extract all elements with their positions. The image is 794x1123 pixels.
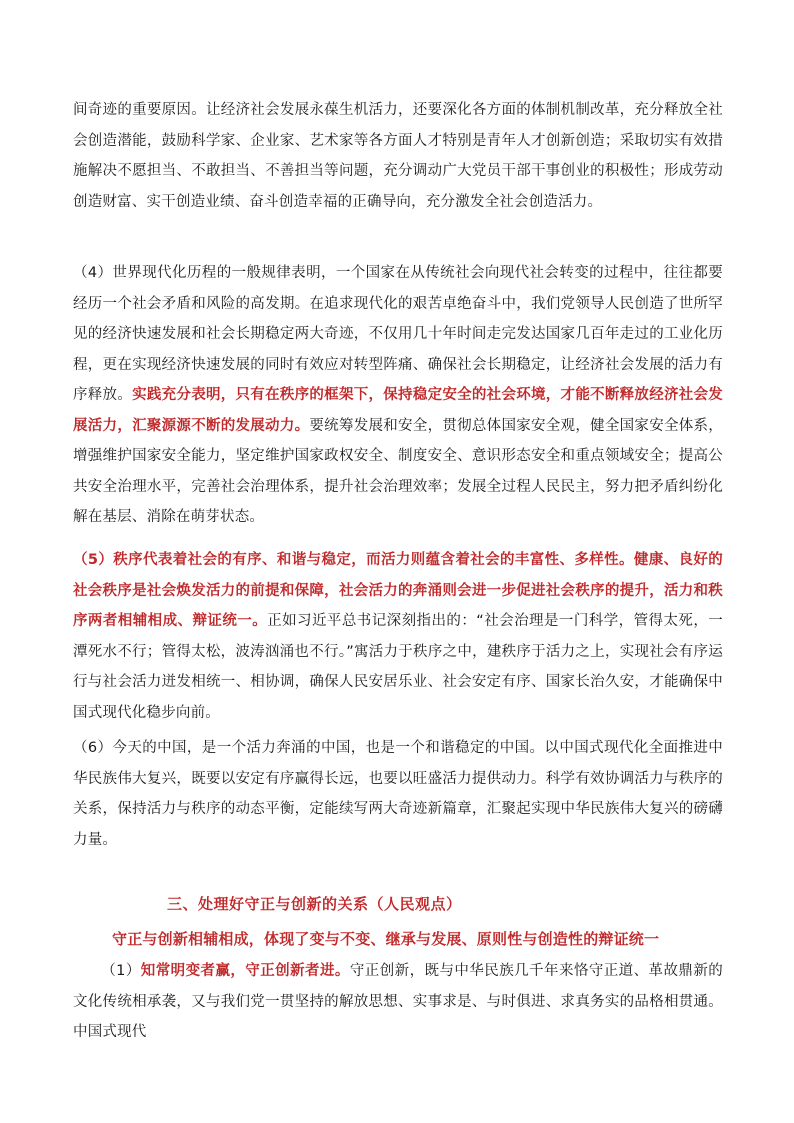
paragraph-4 xyxy=(73,258,723,533)
section-subheading: 守正与创新相辅相成，体现了变与不变、继承与发展、原则性与创造性的辩证统一 xyxy=(112,930,660,948)
paragraph-section3-1-number: （1） xyxy=(101,963,141,979)
paragraph-6-text: （6）今天的中国，是一个活力奔涌的中国，也是一个和谐稳定的中国。以中国式现代化全面推进中华民族伟大复兴，既要以安定有序赢得长远，也要以旺盛活力提供动力。科学有效协调活力与秩序的关系，保持活力与秩序的动态平衡，定能续写两大奇迹新篇章，汇聚起实现中华民族伟大复兴的磅礴力量。 xyxy=(73,740,723,848)
paragraph-section3-1-emphasis: 知常明变者赢，守正创新者进。 xyxy=(140,963,350,979)
paragraph-1 xyxy=(73,95,723,217)
section-heading: 三、处理好守正与创新的关系（人民观点） xyxy=(167,895,462,913)
paragraph-5 xyxy=(73,545,723,728)
paragraph-section3-1-text: 守正创新，既与中华民族几千年来恪守正道、革故鼎新的文化传统相承袭，又与我们党一贯坚持的解放思想、实事求是、与时俱进、求真务实的品格相贯通。中国式现代 xyxy=(73,963,723,1040)
paragraph-6 xyxy=(73,733,723,855)
paragraph-section3-1 xyxy=(73,956,723,1048)
paragraph-4-emphasis: 实践充分表明，只有在秩序的框架下，保持稳定安全的社会环境，才能不断释放经济社会发展活力，汇聚源源不断的发展动力。 xyxy=(73,387,723,434)
paragraph-4-text-cont: 要统筹发展和安全，贯彻总体国家安全观，健全国家安全体系，增强维护国家安全能力，坚定维护国家政权安全、制度安全、意识形态安全和重点领域安全；提高公共安全治理水平，完善社会治理体系，提升社会治理效率；发展全过程人民民主，努力把矛盾纠纷化解在基层、消除在萌芽状态。 xyxy=(73,417,723,525)
paragraph-5-text: 正如习近平总书记深刻指出的：“社会治理是一门科学，管得太死，一潭死水不行；管得太松，波涛汹涌也不行。”寓活力于秩序之中，建秩序于活力之上，实现社会有序运行与社会活力迸发相统一、相协调，确保人民安居乐业、社会安定有序、国家长治久安，才能确保中国式现代化稳步向前。 xyxy=(73,613,723,721)
paragraph-4-text: （4）世界现代化历程的一般规律表明，一个国家在从传统社会向现代社会转变的过程中，往往都要经历一个社会矛盾和风险的高发期。在追求现代化的艰苦卓绝奋斗中，我们党领导人民创造了世所罕见的经济快速发展和社会长期稳定两大奇迹，不仅用几十年时间走完发达国家几百年走过的工业化历程，更在实现经济快速发展的同时有效应对转型阵痛、确保社会长期稳定，让经济社会发展的活力有序释放。 xyxy=(73,265,723,403)
paragraph-1-text: 间奇迹的重要原因。让经济社会发展永葆生机活力，还要深化各方面的体制机制改革，充分释放全社会创造潜能，鼓励科学家、企业家、艺术家等各方面人才特别是青年人才创新创造；采取切实有效措施解决不愿担当、不敢担当、不善担当等问题，充分调动广大党员干部干事创业的积极性；形成劳动创造财富、实干创造业绩、奋斗创造幸福的正确导向，充分激发全社会创造活力。 xyxy=(73,102,723,210)
paragraph-5-emphasis: （5）秩序代表着社会的有序、和谐与稳定，而活力则蕴含着社会的丰富性、多样性。健康、良好的社会秩序是社会焕发活力的前提和保障，社会活力的奔涌则会进一步促进社会秩序的提升，活力和秩序两者相辅相成、辩证统一。 xyxy=(73,552,723,629)
